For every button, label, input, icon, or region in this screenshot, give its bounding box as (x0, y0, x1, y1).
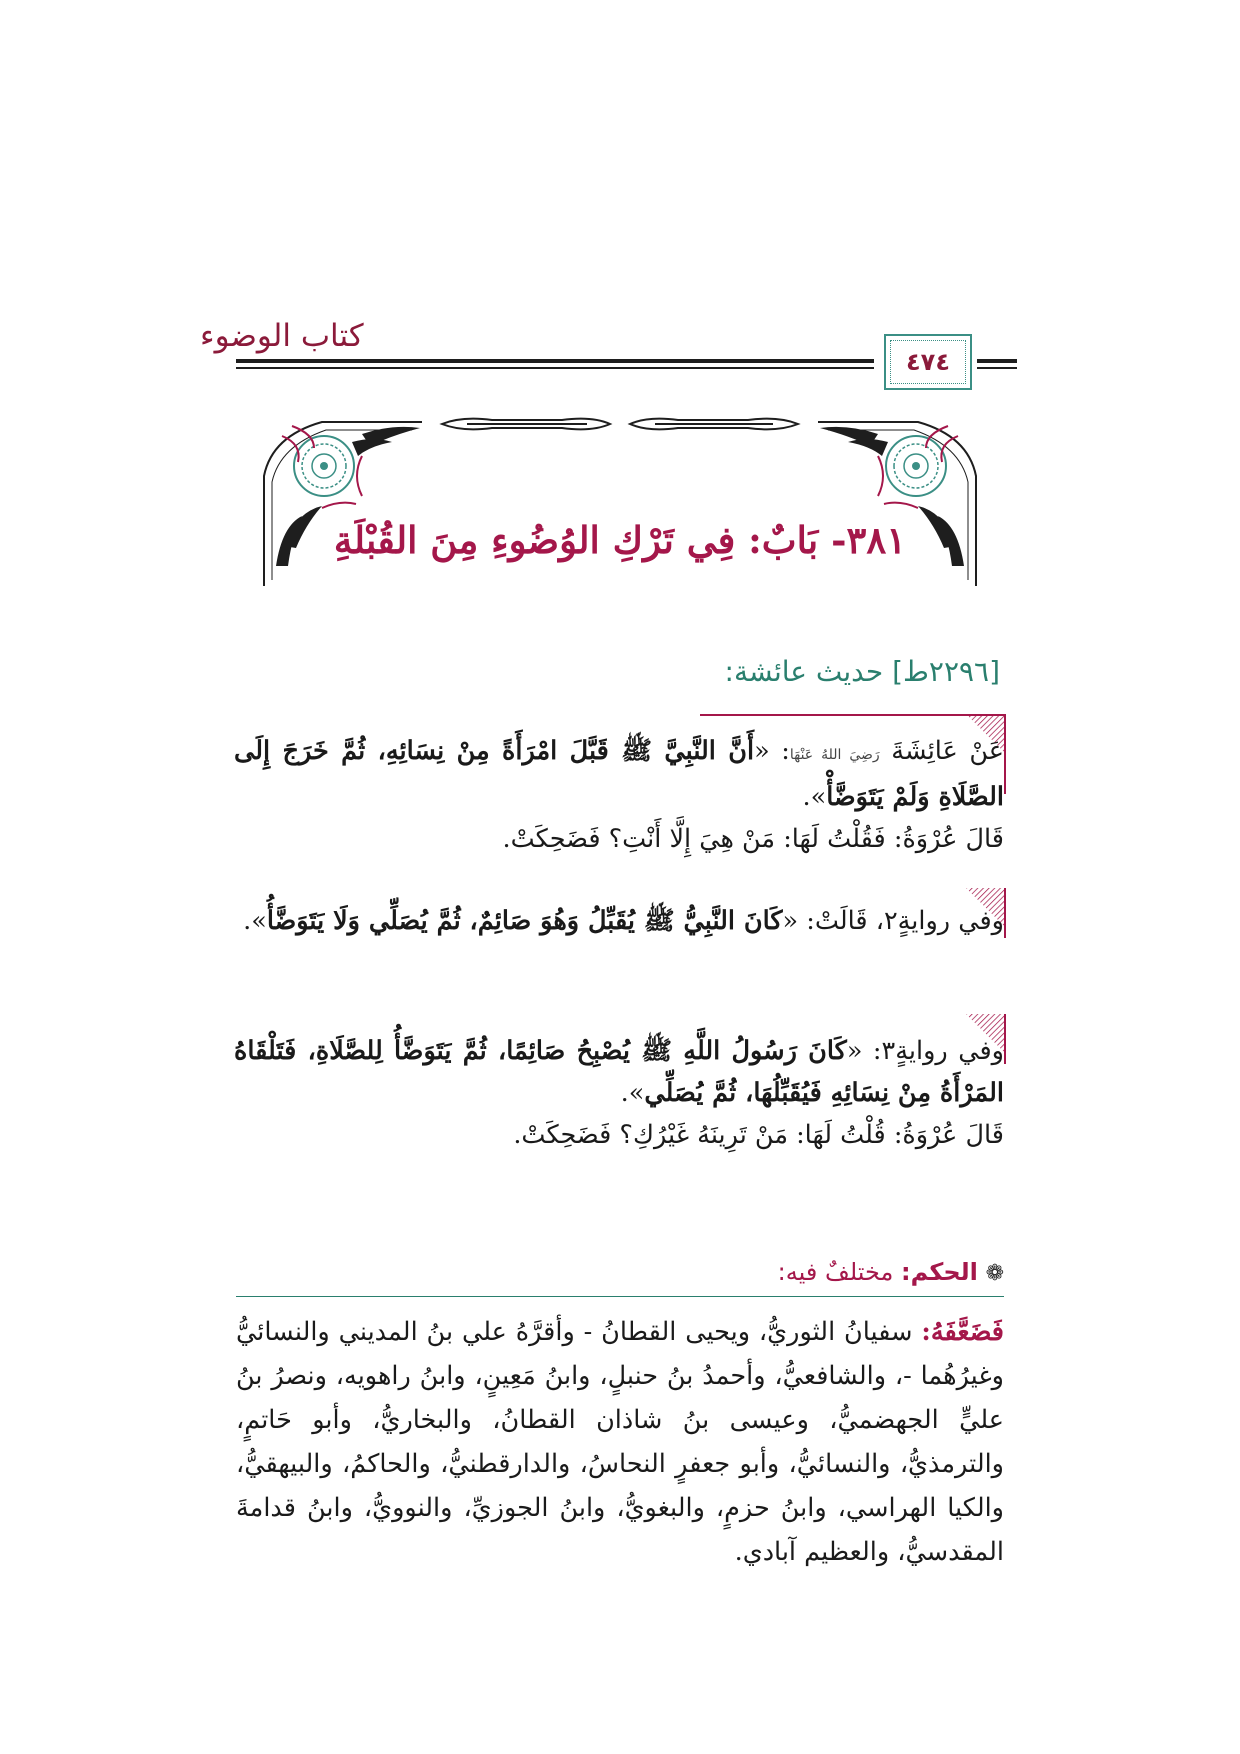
quote-open: : « (754, 736, 790, 766)
body-text: سفيانُ الثوريُّ، ويحيى القطانُ - وأقرَّهُ علي بنُ المديني والنسائيُّ وغيرُهُما -، والشافعيُّ، وأحمدُ بنُ حنبلٍ، وابنُ مَعِينٍ، وابنُ راهويه، ونصرُ بنُ عليٍّ الجهضميُّ، وعيسى بنُ شاذان القطانُ، والبخاريُّ، وأبو حَاتمٍ، والترمذيُّ، والنسائيُّ، وأبو جعفرٍ النحاسُ، والدارقطنيُّ، والحاكمُ، والبيهقيُّ، والكيا الهراسي، وابنُ حزمٍ، والبغويُّ، وابنُ الجوزيِّ، والنوويُّ، وابنُ قدامةَ المقدسيُّ، والعظيم آبادي. (236, 1317, 1004, 1567)
chapter-ornament-frame (262, 416, 978, 588)
body-paragraph (236, 1310, 1004, 1574)
urwa-line: قَالَ عُرْوَةُ: قُلْتُ لَهَا: مَنْ تَرِينَهُ غَيْرُكِ؟ فَضَحِكَتْ. (513, 1120, 1004, 1150)
quote-close: ». (802, 782, 827, 812)
honorific: رَضِيَ اللهُ عَنْهَا (789, 747, 880, 763)
block-side-rule (1004, 714, 1006, 794)
top-cartouche-left (442, 419, 610, 430)
block-side-rule (1004, 888, 1006, 938)
ornament-icon: ❁ (985, 1261, 1004, 1286)
hadith-header (725, 655, 1000, 688)
narration-intro: وفي روايةٍ٢، قَالَتْ: « (782, 906, 1004, 936)
ruling-divider (236, 1296, 1004, 1297)
page-number-box (884, 334, 972, 390)
header-rule (236, 367, 874, 369)
hadith-text: كَانَ رَسُولُ اللَّهِ ﷺ يُصْبِحُ صَائِمًا، ثُمَّ يَتَوَضَّأُ لِلصَّلَاةِ، فَتَلْقَاهُ المَرْأَةُ مِنْ نِسَائِهِ فَيُقَبِّلُهَا، ثُمَّ يُصَلِّي (234, 1036, 1004, 1108)
block-side-rule (1004, 1014, 1006, 1064)
hadith-ref: [٢٢٩٦ط] (892, 655, 1000, 688)
ruling-label: الحكم: (901, 1258, 978, 1286)
page-number-inner-frame (890, 340, 966, 384)
urwa-line: قَالَ عُرْوَةُ: فَقُلْتُ لَهَا: مَنْ هِيَ إِلَّا أَنْتِ؟ فَضَحِكَتْ. (502, 824, 1004, 854)
hadith-title: حديث عائشة: (724, 655, 884, 688)
hadith-text: أَنَّ النَّبِيَّ ﷺ قَبَّلَ امْرَأَةً مِنْ نِسَائِهِ، ثُمَّ خَرَجَ إِلَى الصَّلَاةِ وَلَمْ يَتَوَضَّأْ (234, 736, 1004, 812)
header-rule (236, 359, 874, 363)
narration-intro: وفي روايةٍ٣: « (846, 1036, 1004, 1066)
header-rule (977, 359, 1017, 363)
hadith-block-3 (234, 1030, 1004, 1156)
body-lead: فَضَعَّفَهُ: (921, 1317, 1004, 1347)
hadith-block-1 (234, 730, 1004, 860)
quote-close: ». (620, 1078, 645, 1108)
page-number: ٤٧٤ (906, 348, 950, 376)
chapter-title: ٣٨١- بَابٌ: فِي تَرْكِ الوُضُوءِ مِنَ القُبْلَةِ (333, 518, 907, 562)
hadith-block-2 (234, 900, 1004, 942)
narrator-intro: عَنْ عَائِشَةَ (891, 736, 1005, 766)
header-rule (977, 367, 1017, 369)
ruling-value: مختلفٌ فيه: (777, 1258, 894, 1286)
quote-close: ». (243, 906, 267, 936)
hadith-text: كَانَ النَّبِيُّ ﷺ يُقَبِّلُ وَهُوَ صَائِمٌ، ثُمَّ يُصَلِّي وَلَا يَتَوَضَّأُ (266, 906, 783, 936)
top-cartouche-right (630, 419, 798, 430)
block-top-rule (700, 714, 1006, 716)
running-title: كتاب الوضوء (200, 318, 364, 354)
ruling-line (778, 1258, 1004, 1286)
